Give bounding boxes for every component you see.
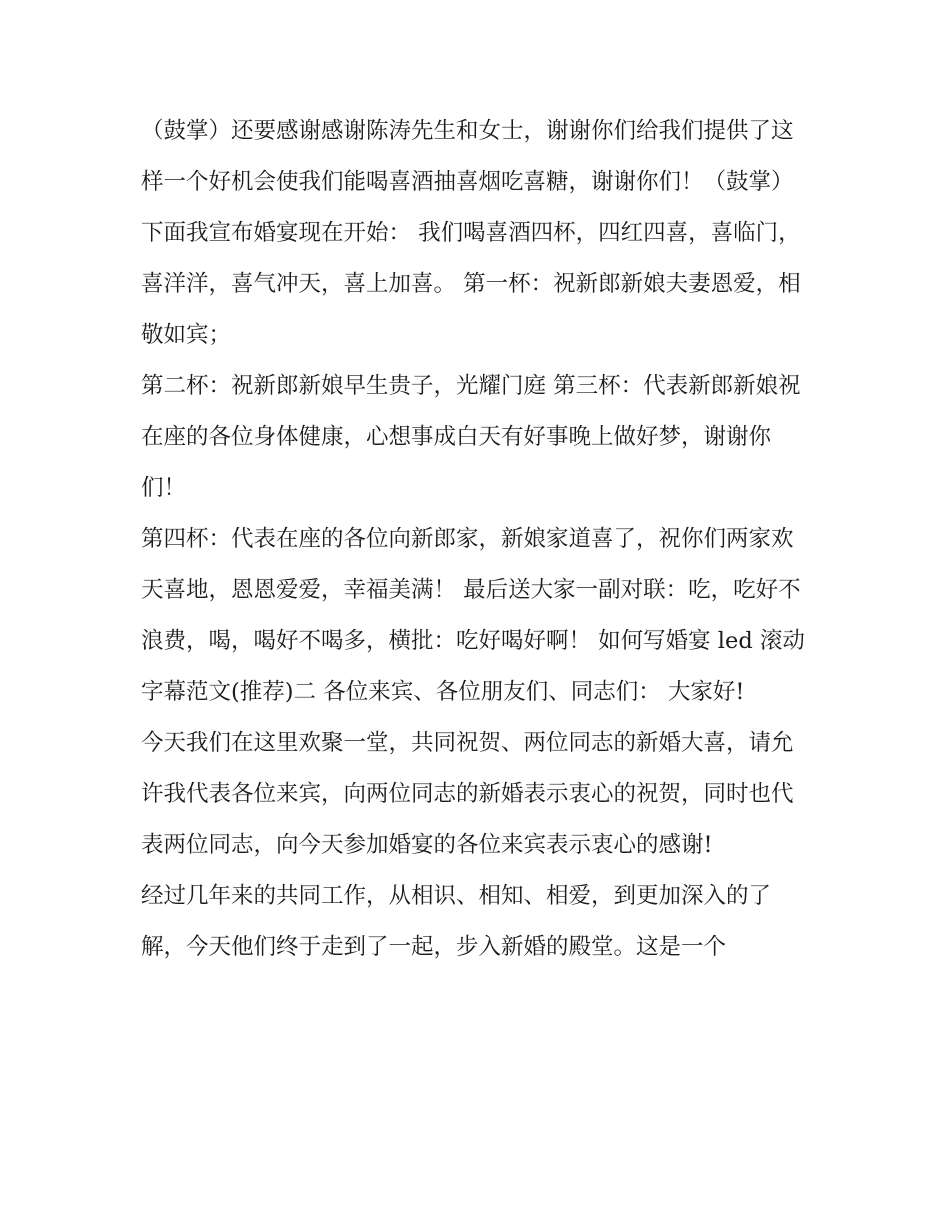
paragraph-second-third-toast: 第二杯：祝新郎新娘早生贵子，光耀门庭 第三杯：代表新郎新娘祝在座的各位身体健康，心想事成白天有好事晚上做好梦，谢谢你们！ xyxy=(141,373,801,501)
paragraph-fourth-toast: 第四杯：代表在座的各位向新郎家，新娘家道喜了，祝你们两家欢天喜地，恩恩爱爱，幸福美满！ 最后送大家一副对联：吃，吃好不浪费，喝，喝好不喝多，横批：吃好喝好啊！ 如何写婚宴 led 滚动字幕范文(推荐)二 各位来宾、各位朋友们、同志们： 大家好! xyxy=(141,526,805,705)
paragraph-couple-story: 经过几年来的共同工作，从相识、相知、相爱，到更加深入的了解，今天他们终于走到了一起，步入新婚的殿堂。这是一个 xyxy=(141,883,772,960)
paragraph-banquet-start: 下面我宣布婚宴现在开始： 我们喝喜酒四杯，四红四喜，喜临门，喜洋洋，喜气冲天，喜上加喜。 第一杯：祝新郎新娘夫妻恩爱，相敬如宾； xyxy=(141,220,801,348)
paragraph-gathering-blessing: 今天我们在这里欢聚一堂，共同祝贺、两位同志的新婚大喜，请允许我代表各位来宾，向两位同志的新婚表示衷心的祝贺，同时也代表两位同志，向今天参加婚宴的各位来宾表示衷心的感谢! xyxy=(141,730,794,858)
document-body xyxy=(141,106,813,973)
paragraph-applause-thanks: （鼓掌）还要感谢感谢陈涛先生和女士，谢谢你们给我们提供了这样一个好机会使我们能喝喜酒抽喜烟吃喜糖，谢谢你们！（鼓掌） xyxy=(141,118,794,195)
